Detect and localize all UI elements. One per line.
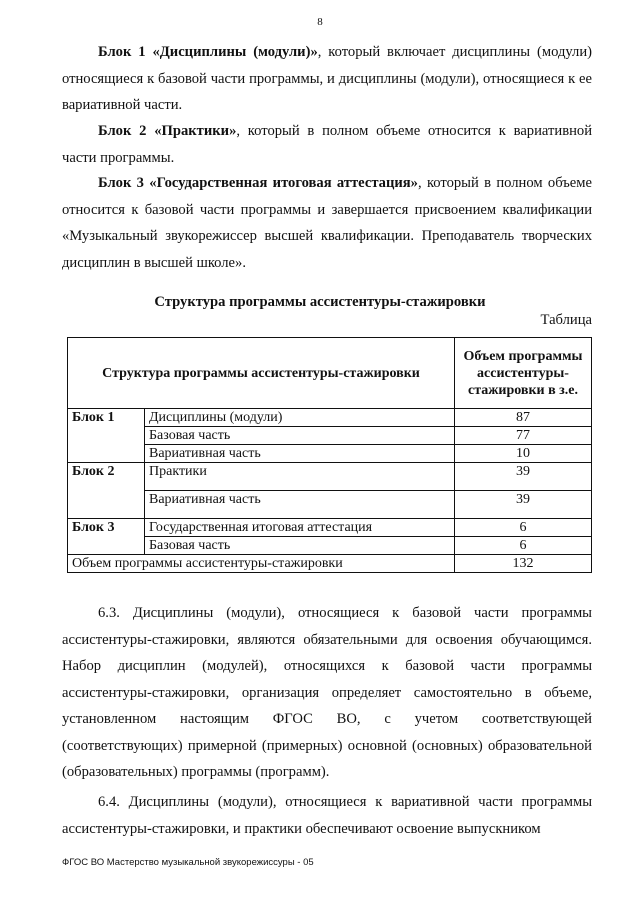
table-row: [68, 445, 592, 463]
table-row: [68, 409, 592, 427]
page-number: 8: [317, 16, 323, 28]
table-row: [68, 463, 592, 491]
row-name: Базовая часть: [145, 427, 455, 445]
row-value: 6: [455, 519, 592, 537]
table-header-row: [68, 338, 592, 409]
block-cell: Блок 2: [68, 463, 145, 519]
row-name: Базовая часть: [145, 537, 455, 555]
block2-paragraph: [62, 118, 592, 171]
block1-text: , который включает дисциплины (модули) относящиеся к базовой части программы, и дисциплины (модули), относящиеся к ее вариативной части.: [62, 44, 592, 113]
table-row: [68, 519, 592, 537]
row-value: 87: [455, 409, 592, 427]
total-value: 132: [455, 555, 592, 573]
block2-title: Блок 2 «Практики»: [98, 123, 237, 139]
table-title: Структура программы ассистентуры-стажировки: [154, 294, 486, 310]
block2-text: , который в полном объеме относится к вариативной части программы.: [62, 123, 593, 166]
row-name: Государственная итоговая аттестация: [145, 519, 455, 537]
paragraph-6-4: 6.4. Дисциплины (модули), относящиеся к вариативной части программы ассистентуры-стажировки, и практики обеспечивают освоение выпускником: [62, 794, 592, 837]
table-row: [68, 491, 592, 519]
header-volume: Объем программы ассистентуры-стажировки в з.е.: [455, 338, 592, 409]
block3-title: Блок 3 «Государственная итоговая аттестация»: [98, 175, 418, 191]
footer: ФГОС ВО Мастерство музыкальной звукорежиссуры - 05: [62, 857, 314, 868]
table-row: [68, 537, 592, 555]
total-label: Объем программы ассистентуры-стажировки: [68, 555, 455, 573]
row-value: 10: [455, 445, 592, 463]
table-row: [68, 427, 592, 445]
row-name: Вариативная часть: [145, 445, 455, 463]
block-cell: Блок 3: [68, 519, 145, 555]
table-label: Таблица: [540, 312, 592, 328]
row-value: 77: [455, 427, 592, 445]
program-structure-table: [67, 337, 592, 573]
block1-title: Блок 1 «Дисциплины (модули)»: [98, 44, 318, 60]
paragraph-6-3: 6.3. Дисциплины (модули), относящиеся к базовой части программы ассистентуры-стажировки, являются обязательными для освоения обучающимся. Набор дисциплин (модулей), относящихся к базовой части программы ассистентуры-стажировки, организация определяет самостоятельно в объеме, установленном настоящим ФГОС ВО, с учетом соответствующей (соответствующих) примерной (примерных) основной (основных) образовательной (образовательных) программы (программ).: [62, 605, 592, 780]
row-value: 6: [455, 537, 592, 555]
header-structure: Структура программы ассистентуры-стажировки: [68, 338, 455, 409]
row-name: Вариативная часть: [145, 491, 455, 519]
row-value: 39: [455, 491, 592, 519]
row-name: Дисциплины (модули): [145, 409, 455, 427]
block-cell: Блок 1: [68, 409, 145, 463]
row-value: 39: [455, 463, 592, 491]
block1-paragraph: [62, 39, 592, 119]
row-name: Практики: [145, 463, 455, 491]
table-total-row: [68, 555, 592, 573]
block3-paragraph: [62, 170, 592, 276]
block3-text: , который в полном объеме относится к базовой части программы и завершается присвоением квалификации «Музыкальный звукорежиссер высшей квалификации. Преподаватель творческих дисциплин в высшей школе».: [62, 175, 592, 271]
